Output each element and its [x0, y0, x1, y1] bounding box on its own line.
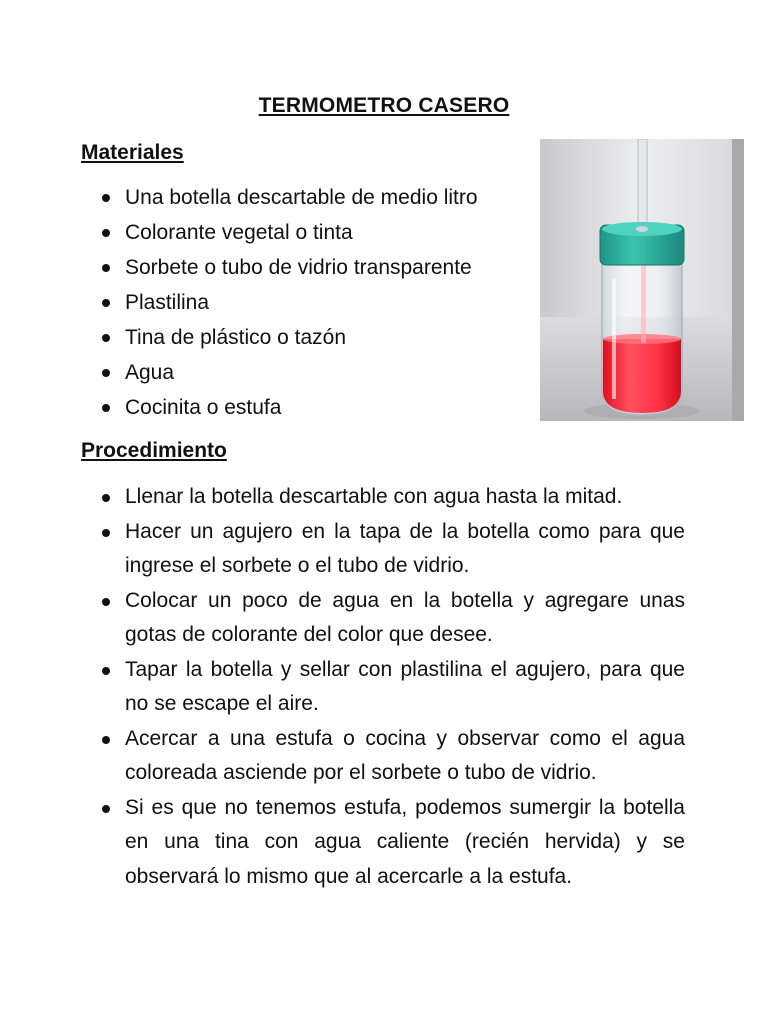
list-item: Tapar la botella y sellar con plastilina el agujero, para que no se escape el aire.	[100, 653, 685, 722]
list-item: Plastilina	[100, 285, 540, 320]
procedure-list	[100, 480, 685, 894]
photo-edge-shadow	[732, 139, 744, 421]
list-item: Colorante vegetal o tinta	[100, 215, 540, 250]
list-item: Agua	[100, 355, 540, 390]
document-title: TERMOMETRO CASERO	[258, 94, 510, 117]
list-item: Si es que no tenemos estufa, podemos sumergir la botella en una tina con agua caliente (recién hervida) y se observará lo mismo que al acercarle a la estufa.	[100, 791, 685, 895]
materials-list	[100, 180, 540, 425]
bottle-thermometer-photo	[540, 139, 744, 421]
list-item: Sorbete o tubo de vidrio transparente	[100, 250, 540, 285]
glass-highlight	[612, 279, 616, 399]
list-item: Hacer un agujero en la tapa de la botella como para que ingrese el sorbete o el tubo de vidrio.	[100, 515, 685, 584]
list-item: Tina de plástico o tazón	[100, 320, 540, 355]
procedure-heading: Procedimiento	[81, 439, 227, 462]
cap-hole	[636, 226, 648, 232]
list-item: Colocar un poco de agua en la botella y agregare unas gotas de colorante del color que desee.	[100, 584, 685, 653]
straw-tube	[638, 139, 647, 235]
list-item: Una botella descartable de medio litro	[100, 180, 540, 215]
list-item: Llenar la botella descartable con agua hasta la mitad.	[100, 480, 685, 515]
list-item: Acercar a una estufa o cocina y observar como el agua coloreada asciende por el sorbete o tubo de vidrio.	[100, 722, 685, 791]
list-item: Cocinita o estufa	[100, 390, 540, 425]
materials-heading: Materiales	[81, 141, 184, 164]
